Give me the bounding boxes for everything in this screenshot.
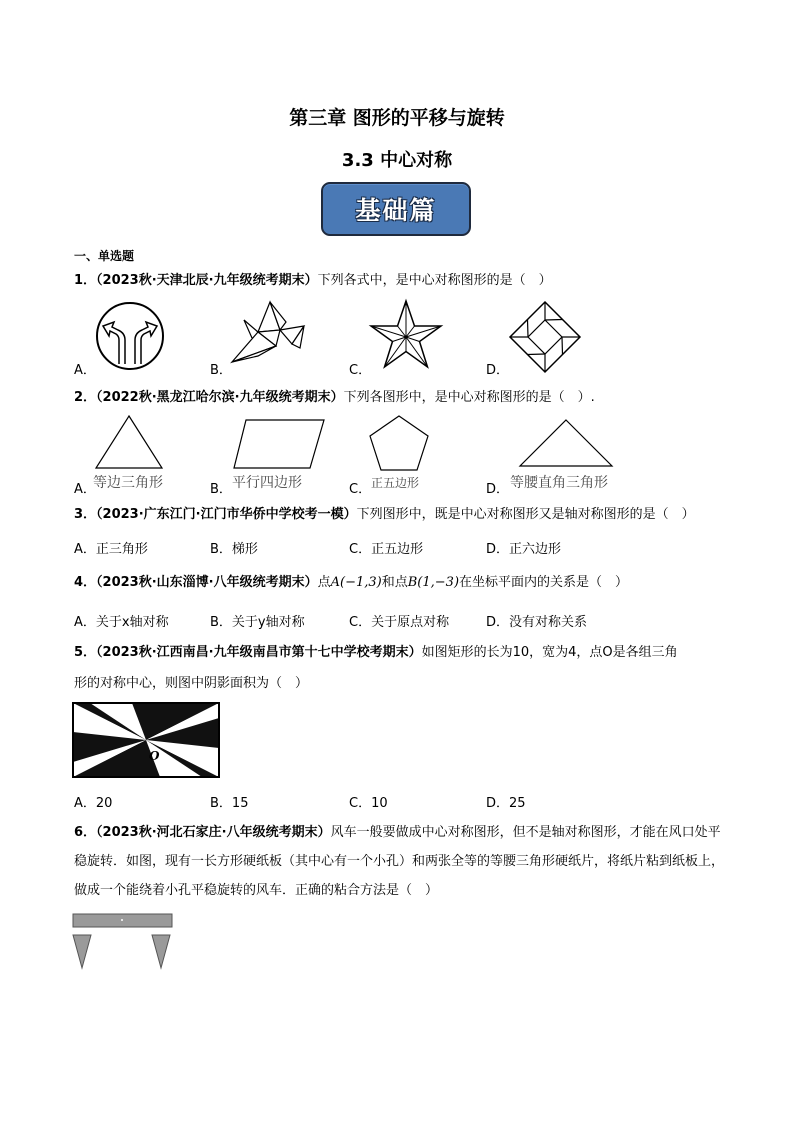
shape-caption: 正五边形 — [371, 476, 420, 490]
option-b: B．关于y轴对称 — [210, 615, 305, 630]
question-source: （2023秋·山东淄博·八年级统考期末） — [96, 575, 318, 590]
question-source: （2023秋·江西南昌·九年级南昌市第十七中学校考期末） — [96, 645, 422, 660]
question-1 — [74, 272, 552, 290]
option-d: D． — [486, 482, 510, 497]
five-point-star-icon — [368, 299, 444, 373]
option-d: D．正六边形 — [486, 542, 562, 557]
section-title: 3.3 中心对称 — [341, 150, 453, 171]
parallelogram-shape — [232, 418, 326, 470]
point-b: B(1,−3) — [407, 575, 460, 590]
regular-pentagon-shape — [368, 414, 430, 472]
level-badge: 基础篇 — [321, 182, 471, 236]
paper-crane-icon — [228, 300, 306, 370]
question-stem-post: 在坐标平面内的关系是（ ） — [459, 575, 629, 590]
section-heading: 一、单选题 — [74, 249, 135, 263]
option-a: A．正三角形 — [74, 542, 148, 557]
question-source: （2023·广东江门·江门市华侨中学校考一模） — [96, 507, 357, 522]
question-number: 2． — [74, 390, 97, 405]
shape-caption: 等边三角形 — [93, 475, 163, 491]
question-number: 6． — [74, 825, 97, 840]
question-number: 4． — [74, 575, 97, 590]
question-3 — [74, 506, 695, 524]
pinwheel-pieces-figure — [72, 913, 174, 971]
question-stem: 下列各图形中，是中心对称图形的是（ ）. — [343, 390, 595, 405]
question-stem: 风车一般要做成中心对称图形，但不是轴对称图形，才能在风口处平稳旋转．如图，现有一长方形硬纸板（其中心有一个小孔）和两张全等的等腰三角形硬纸片，将纸片粘到纸板上，做成一个能绕着小孔平稳旋转的风车．正确的粘合方法是（ ） — [74, 825, 725, 898]
option-a: A． — [74, 363, 96, 378]
pinwheel-diamond-icon — [508, 300, 582, 374]
shape-caption: 平行四边形 — [232, 475, 302, 491]
question-stem: 下列各式中，是中心对称图形的是（ ） — [317, 273, 552, 288]
question-stem-pre: 点 — [317, 575, 331, 590]
question-stem: 下列图形中，既是中心对称图形又是轴对称图形的是（ ） — [356, 507, 695, 522]
option-d: D．没有对称关系 — [486, 615, 588, 630]
question-number: 1． — [74, 273, 97, 288]
option-c: C． — [349, 482, 372, 497]
option-a: A． — [74, 482, 96, 497]
question-5-line-1 — [74, 644, 678, 662]
point-a: A(−1,3) — [330, 575, 382, 590]
option-c: C．10 — [349, 796, 388, 811]
question-2 — [74, 389, 595, 407]
option-b: B．15 — [210, 796, 249, 811]
option-c: C．关于原点对称 — [349, 615, 450, 630]
question-6 — [74, 818, 724, 905]
question-source: （2022秋·黑龙江哈尔滨·九年级统考期末） — [96, 390, 344, 405]
option-a: A．关于x轴对称 — [74, 615, 169, 630]
question-number: 5． — [74, 645, 97, 660]
option-c: C．正五边形 — [349, 542, 424, 557]
option-c: C． — [349, 363, 372, 378]
option-b: B． — [210, 482, 232, 497]
question-number: 3． — [74, 507, 97, 522]
option-d: D． — [486, 363, 510, 378]
question-source: （2023秋·河北石家庄·八年级统考期末） — [96, 825, 331, 840]
road-sign-icon — [94, 300, 166, 372]
question-stem-mid: 和点 — [381, 575, 408, 590]
center-label-o: O — [149, 749, 160, 763]
question-5-line-2: 形的对称中心，则图中阴影面积为（ ） — [74, 676, 309, 691]
option-b: B． — [210, 363, 232, 378]
question-stem: 如图矩形的长为10，宽为4，点O是各组三角 — [421, 645, 678, 660]
shaded-rectangle-figure — [72, 702, 222, 780]
question-source: （2023秋·天津北辰·九年级统考期末） — [96, 273, 318, 288]
equilateral-triangle-shape — [94, 414, 164, 470]
chapter-title: 第三章 图形的平移与旋转 — [289, 107, 505, 129]
question-4 — [74, 574, 628, 592]
option-b: B．梯形 — [210, 542, 258, 557]
option-d: D．25 — [486, 796, 526, 811]
isosceles-right-triangle-shape — [518, 418, 614, 468]
shape-caption: 等腰直角三角形 — [510, 475, 608, 491]
option-a: A．20 — [74, 796, 113, 811]
